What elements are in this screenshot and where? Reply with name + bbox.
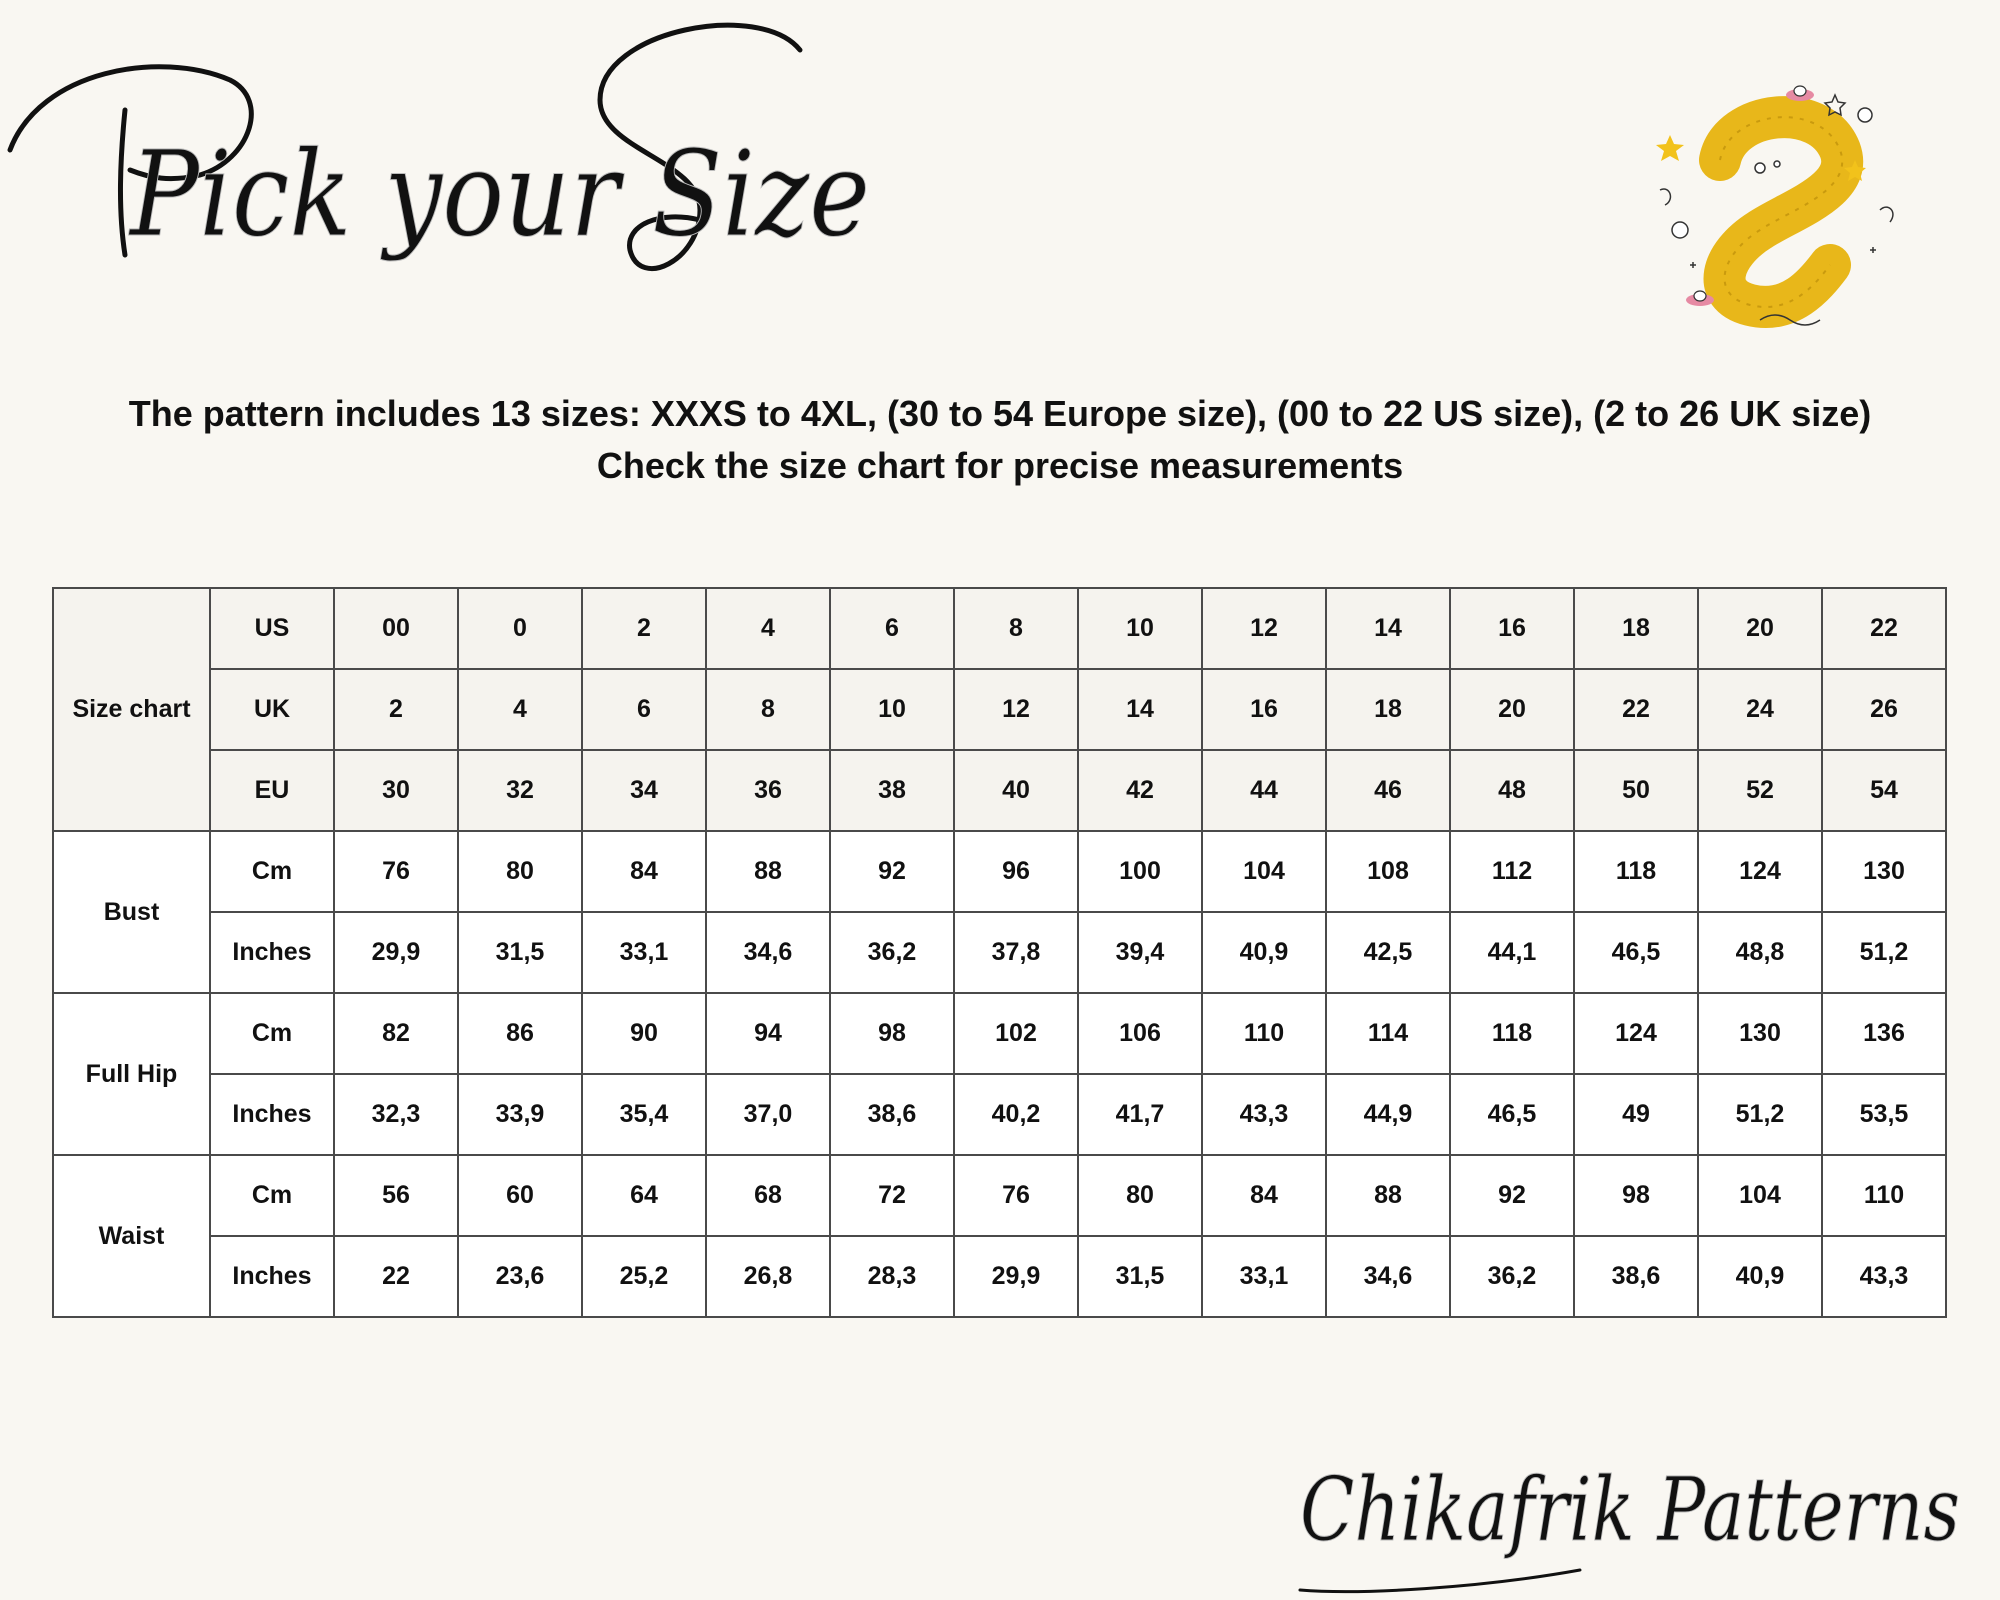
table-cell: 84 <box>1202 1155 1326 1236</box>
table-cell: 76 <box>954 1155 1078 1236</box>
table-row <box>53 669 1946 750</box>
table-row <box>53 831 1946 912</box>
row-group-label: Size chart <box>53 588 210 831</box>
table-cell: 36,2 <box>1450 1236 1574 1317</box>
table-cell: 23,6 <box>458 1236 582 1317</box>
table-cell: 86 <box>458 993 582 1074</box>
table-cell: 18 <box>1574 588 1698 669</box>
table-cell: 92 <box>1450 1155 1574 1236</box>
table-cell: 46 <box>1326 750 1450 831</box>
table-cell: 33,1 <box>582 912 706 993</box>
table-cell: 00 <box>334 588 458 669</box>
table-cell: 64 <box>582 1155 706 1236</box>
row-unit-label: Cm <box>210 1155 334 1236</box>
table-cell: 44 <box>1202 750 1326 831</box>
table-cell: 24 <box>1698 669 1822 750</box>
table-cell: 0 <box>458 588 582 669</box>
table-cell: 10 <box>830 669 954 750</box>
table-cell: 44,9 <box>1326 1074 1450 1155</box>
table-cell: 60 <box>458 1155 582 1236</box>
table-cell: 96 <box>954 831 1078 912</box>
table-cell: 76 <box>334 831 458 912</box>
table-cell: 42,5 <box>1326 912 1450 993</box>
table-cell: 36 <box>706 750 830 831</box>
doodle-icon <box>1870 247 1876 253</box>
table-cell: 29,9 <box>954 1236 1078 1317</box>
table-cell: 40 <box>954 750 1078 831</box>
brand-text: Chikafrik Patterns <box>1300 1458 1960 1561</box>
table-cell: 40,9 <box>1202 912 1326 993</box>
table-cell: 12 <box>1202 588 1326 669</box>
table-cell: 33,1 <box>1202 1236 1326 1317</box>
table-row <box>53 750 1946 831</box>
table-cell: 118 <box>1450 993 1574 1074</box>
table-cell: 16 <box>1202 669 1326 750</box>
table-cell: 25,2 <box>582 1236 706 1317</box>
table-cell: 4 <box>458 669 582 750</box>
doodle-icon <box>1880 207 1893 222</box>
row-unit-label: US <box>210 588 334 669</box>
row-unit-label: Inches <box>210 912 334 993</box>
table-cell: 31,5 <box>458 912 582 993</box>
table-cell: 2 <box>582 588 706 669</box>
table-cell: 124 <box>1574 993 1698 1074</box>
row-unit-label: Cm <box>210 993 334 1074</box>
brand-signature <box>1280 1420 1980 1600</box>
table-cell: 106 <box>1078 993 1202 1074</box>
row-group-label: Full Hip <box>53 993 210 1155</box>
table-cell: 48 <box>1450 750 1574 831</box>
table-cell: 80 <box>1078 1155 1202 1236</box>
table-cell: 118 <box>1574 831 1698 912</box>
table-row <box>53 1074 1946 1155</box>
table-cell: 136 <box>1822 993 1946 1074</box>
table-cell: 22 <box>1574 669 1698 750</box>
row-unit-label: UK <box>210 669 334 750</box>
table-cell: 110 <box>1822 1155 1946 1236</box>
table-cell: 53,5 <box>1822 1074 1946 1155</box>
table-cell: 22 <box>1822 588 1946 669</box>
table-cell: 28,3 <box>830 1236 954 1317</box>
table-cell: 30 <box>334 750 458 831</box>
table-cell: 114 <box>1326 993 1450 1074</box>
table-cell: 104 <box>1202 831 1326 912</box>
table-cell: 34,6 <box>706 912 830 993</box>
row-unit-label: Inches <box>210 1074 334 1155</box>
table-cell: 108 <box>1326 831 1450 912</box>
table-cell: 43,3 <box>1202 1074 1326 1155</box>
title-flourish <box>120 110 125 255</box>
table-cell: 26 <box>1822 669 1946 750</box>
measuring-tape-icon <box>1640 80 1910 340</box>
button-doodle-icon <box>1672 222 1688 238</box>
table-cell: 18 <box>1326 669 1450 750</box>
table-cell: 40,2 <box>954 1074 1078 1155</box>
table-cell: 112 <box>1450 831 1574 912</box>
star-icon <box>1656 135 1684 161</box>
table-cell: 102 <box>954 993 1078 1074</box>
table-row <box>53 1155 1946 1236</box>
table-cell: 20 <box>1450 669 1574 750</box>
table-cell: 36,2 <box>830 912 954 993</box>
table-cell: 44,1 <box>1450 912 1574 993</box>
row-group-label: Waist <box>53 1155 210 1317</box>
table-cell: 98 <box>830 993 954 1074</box>
table-cell: 34 <box>582 750 706 831</box>
tape-hole <box>1755 163 1765 173</box>
table-cell: 39,4 <box>1078 912 1202 993</box>
table-cell: 51,2 <box>1698 1074 1822 1155</box>
table-cell: 8 <box>954 588 1078 669</box>
subtitle <box>0 388 2000 492</box>
table-cell: 48,8 <box>1698 912 1822 993</box>
table-cell: 100 <box>1078 831 1202 912</box>
table-cell: 80 <box>458 831 582 912</box>
table-cell: 8 <box>706 669 830 750</box>
table-cell: 46,5 <box>1450 1074 1574 1155</box>
table-cell: 94 <box>706 993 830 1074</box>
table-cell: 32 <box>458 750 582 831</box>
table-cell: 54 <box>1822 750 1946 831</box>
table-cell: 2 <box>334 669 458 750</box>
table-cell: 14 <box>1078 669 1202 750</box>
table-cell: 37,8 <box>954 912 1078 993</box>
table-cell: 88 <box>706 831 830 912</box>
tape-hole <box>1774 161 1780 167</box>
table-cell: 38,6 <box>1574 1236 1698 1317</box>
table-cell: 35,4 <box>582 1074 706 1155</box>
table-cell: 52 <box>1698 750 1822 831</box>
table-cell: 51,2 <box>1822 912 1946 993</box>
button-doodle-icon <box>1858 108 1872 122</box>
table-cell: 72 <box>830 1155 954 1236</box>
title-text: Pick your Size <box>128 125 871 263</box>
table-row <box>53 588 1946 669</box>
table-cell: 92 <box>830 831 954 912</box>
table-cell: 26,8 <box>706 1236 830 1317</box>
table-cell: 50 <box>1574 750 1698 831</box>
table-cell: 10 <box>1078 588 1202 669</box>
page-title <box>0 10 900 330</box>
table-cell: 29,9 <box>334 912 458 993</box>
table-cell: 46,5 <box>1574 912 1698 993</box>
table-cell: 124 <box>1698 831 1822 912</box>
doodle-icon <box>1660 189 1670 205</box>
table-cell: 38,6 <box>830 1074 954 1155</box>
table-cell: 22 <box>334 1236 458 1317</box>
table-cell: 82 <box>334 993 458 1074</box>
table-cell: 104 <box>1698 1155 1822 1236</box>
table-cell: 98 <box>1574 1155 1698 1236</box>
table-cell: 38 <box>830 750 954 831</box>
table-cell: 68 <box>706 1155 830 1236</box>
subtitle-line-2: Check the size chart for precise measurements <box>596 445 1404 486</box>
table-cell: 20 <box>1698 588 1822 669</box>
row-unit-label: Cm <box>210 831 334 912</box>
table-cell: 49 <box>1574 1074 1698 1155</box>
table-cell: 130 <box>1822 831 1946 912</box>
table-row <box>53 993 1946 1074</box>
table-cell: 32,3 <box>334 1074 458 1155</box>
table-cell: 31,5 <box>1078 1236 1202 1317</box>
table-cell: 42 <box>1078 750 1202 831</box>
row-unit-label: EU <box>210 750 334 831</box>
table-cell: 84 <box>582 831 706 912</box>
tape-shape <box>1720 117 1842 307</box>
table-cell: 4 <box>706 588 830 669</box>
table-cell: 37,0 <box>706 1074 830 1155</box>
doodle-icon <box>1690 262 1696 268</box>
brand-flourish <box>1300 1570 1580 1592</box>
table-cell: 88 <box>1326 1155 1450 1236</box>
table-row <box>53 912 1946 993</box>
table-cell: 6 <box>582 669 706 750</box>
table-cell: 33,9 <box>458 1074 582 1155</box>
table-cell: 130 <box>1698 993 1822 1074</box>
table-cell: 110 <box>1202 993 1326 1074</box>
table-cell: 90 <box>582 993 706 1074</box>
table-cell: 34,6 <box>1326 1236 1450 1317</box>
table-cell: 16 <box>1450 588 1574 669</box>
row-group-label: Bust <box>53 831 210 993</box>
table-cell: 40,9 <box>1698 1236 1822 1317</box>
subtitle-line-1: The pattern includes 13 sizes: XXXS to 4XL, (30 to 54 Europe size), (00 to 22 US size), (2 to 26 UK size) <box>128 393 1872 434</box>
table-cell: 12 <box>954 669 1078 750</box>
table-row <box>53 1236 1946 1317</box>
size-chart-table <box>52 587 1947 1318</box>
table-cell: 14 <box>1326 588 1450 669</box>
table-cell: 6 <box>830 588 954 669</box>
row-unit-label: Inches <box>210 1236 334 1317</box>
table-cell: 41,7 <box>1078 1074 1202 1155</box>
table-cell: 56 <box>334 1155 458 1236</box>
table-cell: 43,3 <box>1822 1236 1946 1317</box>
